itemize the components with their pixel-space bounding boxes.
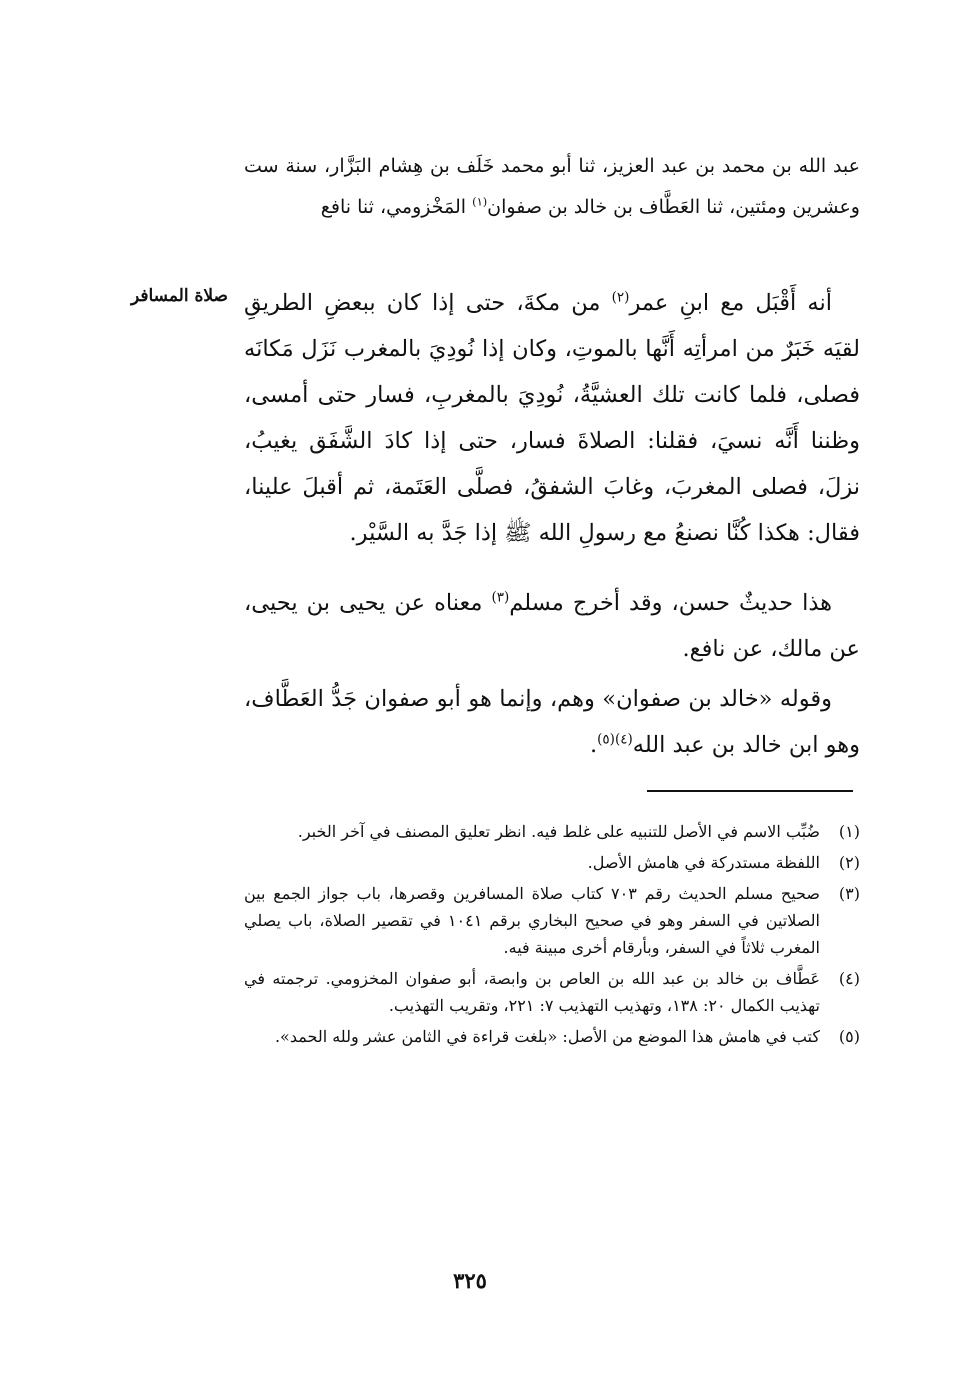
footnote-number: (٤) <box>838 969 860 988</box>
hadith-paragraph <box>244 280 860 556</box>
footnote-text: صحيح مسلم الحديث رقم ٧٠٣ كتاب صلاة المسافرين وقصرها، باب جواز الجمع بين الصلاتين في السفر وهو في صحيح البخاري برقم ١٠٤١ في تقصير الصلاة، باب يصلي المغرب ثلاثاً في السفر، وبأرقام أخرى مبينة فيه. <box>244 884 821 957</box>
hadith-text <box>244 280 860 556</box>
footnote-5 <box>244 1023 860 1050</box>
isnad-text <box>244 146 860 228</box>
footnote-number: (٥) <box>838 1027 860 1046</box>
note-text-body: وقوله «خالد بن صفوان» وهم، وإنما هو أبو صفوان جَدُّ العَطَّاف، وهو ابن خالد بن عبد الله <box>244 686 860 758</box>
footnote-1 <box>244 818 860 845</box>
isnad-paragraph <box>244 146 860 228</box>
note-text <box>244 676 860 768</box>
hadith-text-end: من مكةَ، حتى إذا كان ببعضِ الطريقِ لقيَه خَبَرٌ من امرأتِه أَنَّها بالموتِ، وكان إذا نُودِيَ بالمغرب نَزَل مَكانَه فصلى، فلما كانت تلك العشيَّةُ، نُودِيَ بالمغربِ، فسار حتى أمسى، وظننا أَنَّه نسيَ، فقلنا: الصلاةَ فسار، حتى إذا كادَ الشَّفَق يغيبُ، نزلَ، فصلى المغربَ، وغابَ الشفقُ، فصلَّى العَتَمة، ثم أقبلَ علينا، فقال: هكذا كُنَّا نصنعُ مع رسولِ الله ﷺ إذا جَدَّ به السَّيْر. <box>244 290 860 546</box>
footnote-number: (١) <box>838 822 860 841</box>
footnote-text: كتب في هامش هذا الموضع من الأصل: «بلغت قراءة في الثامن عشر ولله الحمد». <box>274 1027 820 1046</box>
footnote-3 <box>244 880 860 961</box>
note-text-end: . <box>589 732 598 758</box>
footnote-text: عَطَّاف بن خالد بن عبد الله بن العاص بن وابصة، أبو صفوان المخزومي. ترجمته في تهذيب الكمال ٢٠: ١٣٨، وتهذيب التهذيب ٧: ٢٢١، وتقريب التهذيب. <box>244 969 820 1015</box>
isnad-text-start: عبد الله بن محمد بن عبد العزيز، ثنا أبو محمد خَلَف بن هِشام البَزَّار، سنة ست وعشرين ومئتين، ثنا العَطَّاف بن خالد بن صفوان <box>244 155 860 218</box>
footnote-ref-1[interactable]: (١) <box>472 194 488 209</box>
footnotes <box>244 818 860 1054</box>
note-paragraph <box>244 676 860 768</box>
footnote-number: (٢) <box>838 853 860 872</box>
grade-text <box>244 580 860 672</box>
grade-text-start: هذا حديثٌ حسن، وقد أخرج مسلم <box>509 590 832 616</box>
footnote-4 <box>244 965 860 1019</box>
hadith-text-start: أنه أَقْبَل مع ابنِ عمر <box>629 290 832 316</box>
grade-text-end: معناه عن يحيى بن يحيى، عن مالك، عن نافع. <box>244 590 860 662</box>
footnote-ref-4-5[interactable]: (٤)(٥) <box>597 731 633 748</box>
footnote-2 <box>244 849 860 876</box>
footnote-ref-3[interactable]: (٣) <box>491 589 510 606</box>
page-number: ٣٢٥ <box>453 1268 487 1293</box>
footnote-ref-2[interactable]: (٢) <box>611 289 630 306</box>
footnote-text: اللفظة مستدركة في هامش الأصل. <box>587 853 820 872</box>
footnote-text: ضُبِّب الاسم في الأصل للتنبيه على غلط فيه. انظر تعليق المصنف في آخر الخبر. <box>297 822 820 841</box>
isnad-text-end: المَخْزومي، ثنا نافع <box>320 196 473 218</box>
footnote-separator <box>647 790 853 792</box>
margin-title: صلاة المسافر <box>131 286 228 306</box>
grade-paragraph <box>244 580 860 672</box>
footnote-number: (٣) <box>838 884 860 903</box>
